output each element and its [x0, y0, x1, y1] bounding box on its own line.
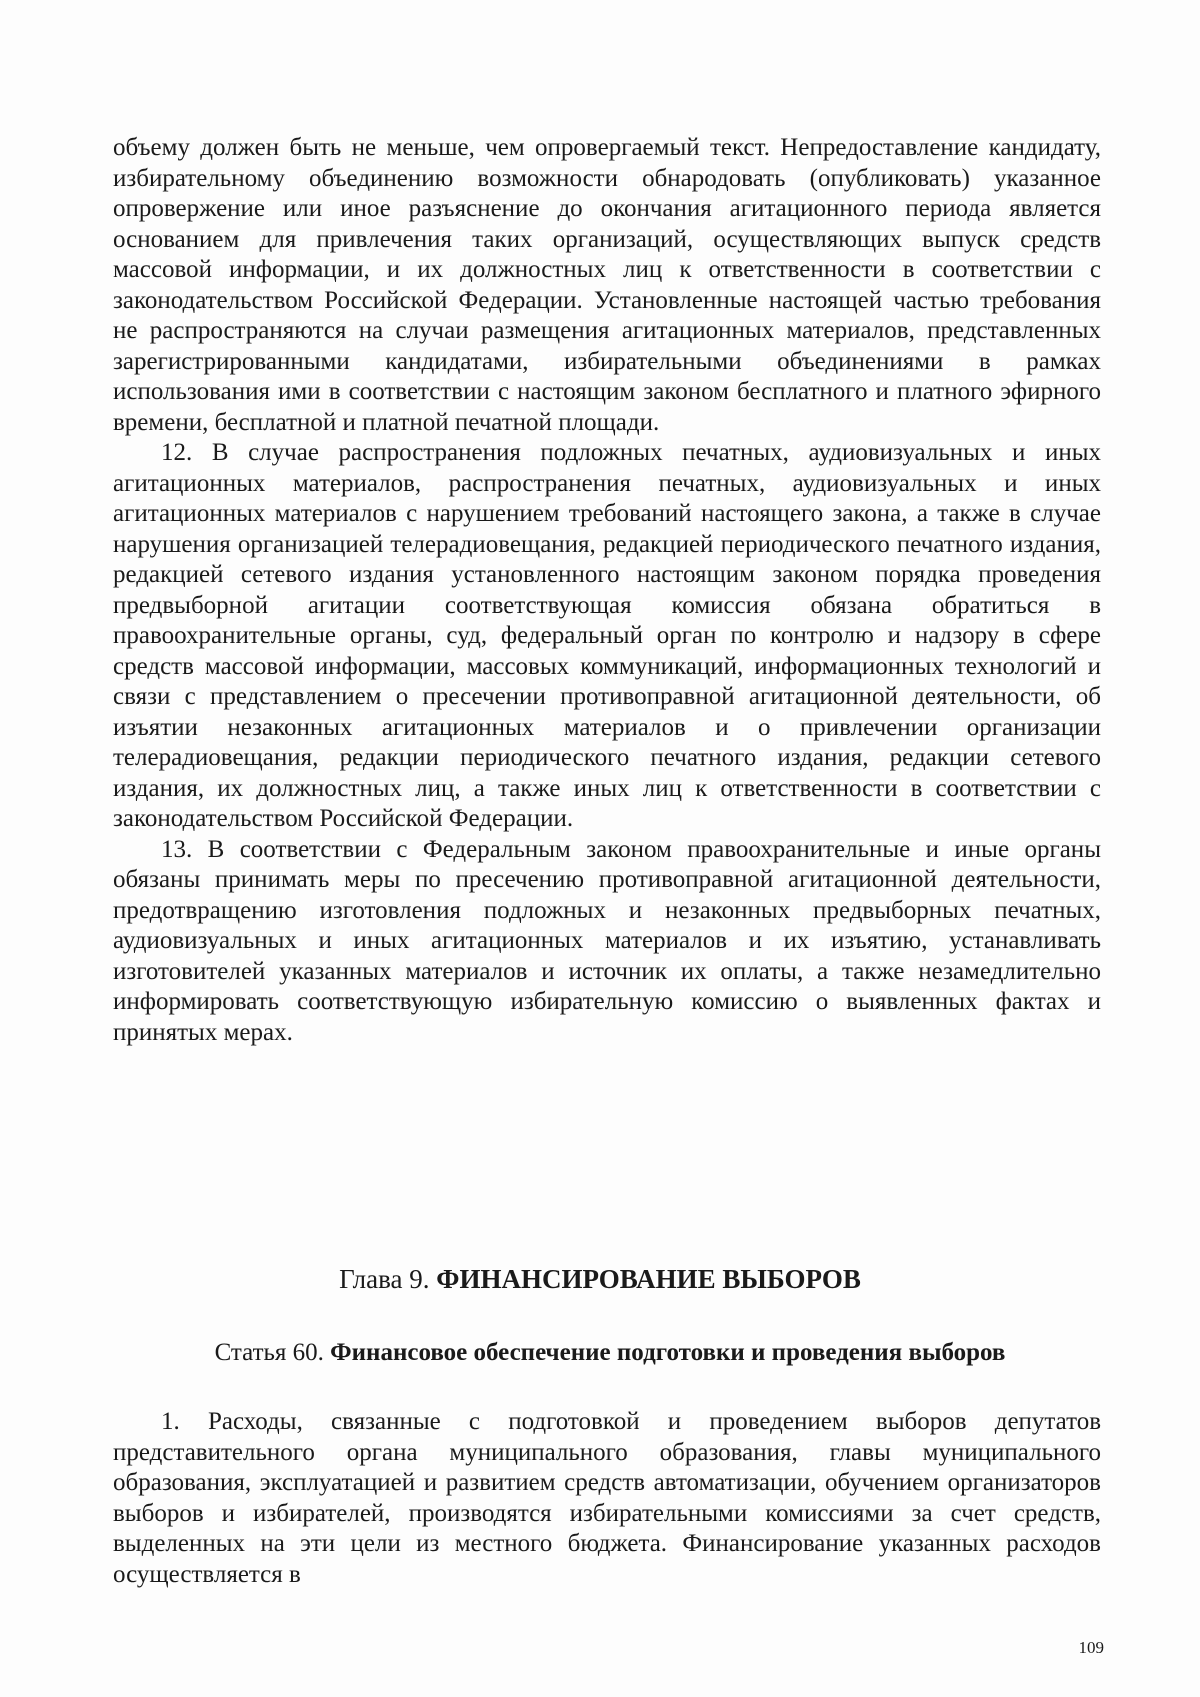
body-text-bottom — [113, 1407, 1101, 1590]
article-title: Финансовое обеспечение подготовки и проведения выборов — [330, 1339, 1006, 1366]
paragraph-13: 13. В соответствии с Федеральным законом правоохранительные и иные органы обязаны принимать меры по пресечению противоправной агитационной деятельности, предотвращению изготовления подложных и незаконных предвыборных печатных, аудиовизуальных и иных агитационных материалов и их изъятию, устанавливать изготовителей указанных материалов и источник их оплаты, а также незамедлительно информировать соответствующую избирательную комиссию о выявленных фактах и принятых мерах. — [113, 835, 1101, 1046]
chapter-title: ФИНАНСИРОВАНИЕ ВЫБОРОВ — [436, 1264, 861, 1294]
chapter-heading — [0, 1262, 1200, 1296]
page-number: 109 — [1078, 1638, 1104, 1657]
paragraph-12: 12. В случае распространения подложных печатных, аудиовизуальных и иных агитационных материалов, распространения печатных, аудиовизуальных и иных агитационных материалов с нарушением требований настоящего закона, а также в случае нарушения организацией телерадиовещания, редакцией периодического печатного издания, редакцией сетевого издания установленного настоящим законом порядка проведения предвыборной агитации соответствующая комиссия обязана обратиться в правоохранительные органы, суд, федеральный орган по контролю и надзору в сфере средств массовой информации, массовых коммуникаций, информационных технологий и связи с представлением о пресечении противоправной агитационной деятельности, об изъятии незаконных агитационных материалов и о привлечении организации телерадиовещания, редакции периодического печатного издания, редакции сетевого издания, их должностных лиц, а также иных лиц к ответственности в соответствии с законодательством Российской Федерации. — [113, 439, 1101, 832]
article-prefix: Статья 60. — [214, 1339, 331, 1366]
paragraph-article-60-1: 1. Расходы, связанные с подготовкой и проведением выборов депутатов представительного органа муниципального образования, главы муниципального образования, эксплуатацией и развитием средств автоматизации, обучением организаторов выборов и избирателей, производятся избирательными комиссиями за счет средств, выделенных на эти цели из местного бюджета. Финансирование указанных расходов осуществляется в — [113, 1408, 1101, 1588]
body-text-top — [113, 133, 1101, 1048]
paragraph-continuation: объему должен быть не меньше, чем опровергаемый текст. Непредоставление кандидату, избирательному объединению возможности обнародовать (опубликовать) указанное опровержение или иное разъяснение до окончания агитационного периода является основанием для привлечения таких организаций, осуществляющих выпуск средств массовой информации, и их должностных лиц к ответственности в соответствии с законодательством Российской Федерации. Установленные настоящей частью требования не распространяются на случаи размещения агитационных материалов, представленных зарегистрированными кандидатами, избирательными объединениями в рамках использования ими в соответствии с настоящим законом бесплатного и платного эфирного времени, бесплатной и платной печатной площади. — [113, 134, 1101, 436]
chapter-prefix: Глава 9. — [339, 1264, 437, 1294]
article-heading — [0, 1338, 1200, 1368]
